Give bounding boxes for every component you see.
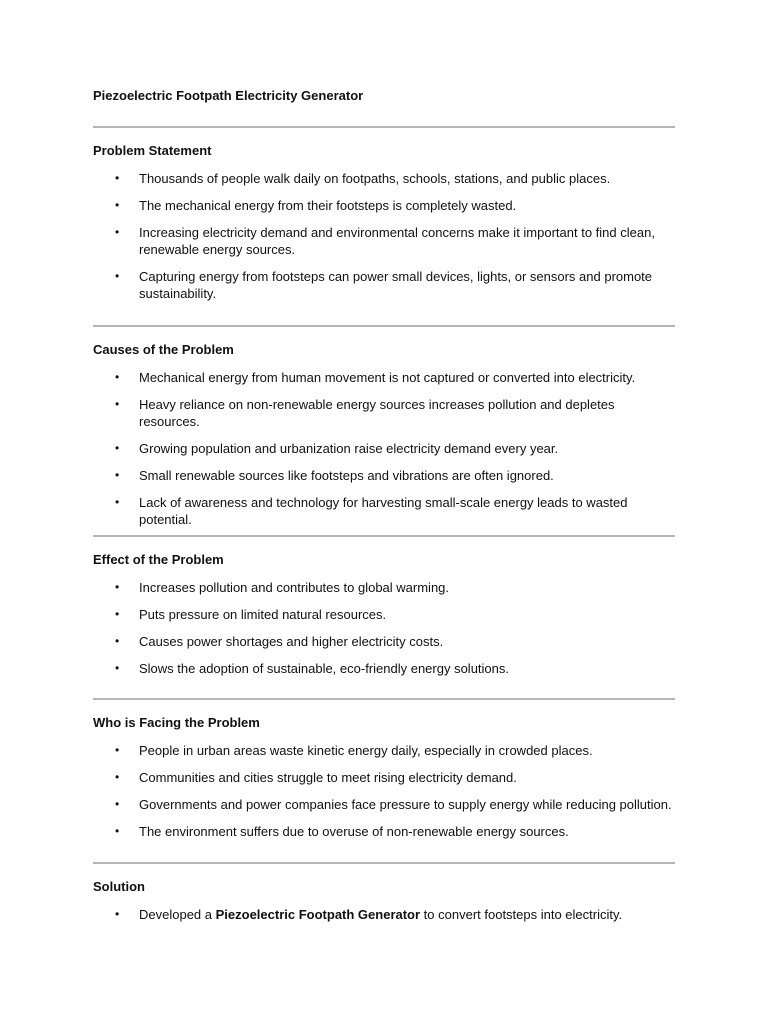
section-heading: Effect of the Problem xyxy=(93,552,224,567)
bullet-icon: • xyxy=(115,370,120,384)
section-problem-statement xyxy=(93,126,675,312)
bullet-icon: • xyxy=(115,269,120,283)
list-item-text: Slows the adoption of sustainable, eco-friendly energy solutions. xyxy=(139,661,509,676)
section-divider xyxy=(93,535,675,537)
solution-text-bold: Piezoelectric Footpath Generator xyxy=(215,907,421,922)
bullet-icon: • xyxy=(115,225,120,239)
list-item-text: Puts pressure on limited natural resources. xyxy=(139,607,387,622)
list-item-text: Growing population and urbanization raise electricity demand every year. xyxy=(139,441,559,456)
section-who-is-facing xyxy=(93,698,675,850)
list-item xyxy=(93,369,675,386)
bullet-icon: • xyxy=(115,661,120,675)
list-item-text: Thousands of people walk daily on footpaths, schools, stations, and public places. xyxy=(139,171,611,186)
list-item xyxy=(93,823,675,840)
section-divider xyxy=(93,325,675,327)
bullet-icon: • xyxy=(115,495,120,509)
list-item-text: Governments and power companies face pressure to supply energy while reducing pollution. xyxy=(139,797,672,812)
list-item xyxy=(93,606,675,623)
document-title: Piezoelectric Footpath Electricity Generator xyxy=(93,88,364,103)
list-item-text: Communities and cities struggle to meet rising electricity demand. xyxy=(139,770,517,785)
section-heading: Who is Facing the Problem xyxy=(93,715,260,730)
solution-text-before: Developed a xyxy=(139,907,216,922)
list-item xyxy=(93,396,675,430)
list-item xyxy=(93,579,675,596)
list-item-text: Increases pollution and contributes to global warming. xyxy=(139,580,450,595)
bullet-icon: • xyxy=(115,634,120,648)
list-item xyxy=(93,796,675,813)
list-item xyxy=(93,742,675,759)
solution-text-after: to convert footsteps into electricity. xyxy=(420,907,623,922)
bullet-list xyxy=(93,906,675,923)
bullet-icon: • xyxy=(115,797,120,811)
list-item xyxy=(93,197,675,214)
list-item-text: Mechanical energy from human movement is not captured or converted into electricity. xyxy=(139,370,636,385)
bullet-icon: • xyxy=(115,907,120,921)
list-item xyxy=(93,170,675,187)
bullet-icon: • xyxy=(115,198,120,212)
bullet-icon: • xyxy=(115,824,120,838)
bullet-list xyxy=(93,170,675,302)
list-item xyxy=(93,268,675,302)
bullet-icon: • xyxy=(115,607,120,621)
list-item-text: Causes power shortages and higher electricity costs. xyxy=(139,634,444,649)
list-item xyxy=(93,494,675,528)
list-item xyxy=(93,660,675,677)
bullet-icon: • xyxy=(115,743,120,757)
bullet-icon: • xyxy=(115,580,120,594)
list-item-text: Increasing electricity demand and environmental concerns make it important to find clean, renewable energy sources. xyxy=(139,225,655,257)
section-effects xyxy=(93,535,675,687)
list-item-text: The mechanical energy from their footsteps is completely wasted. xyxy=(139,198,517,213)
section-heading: Solution xyxy=(93,879,145,894)
bullet-icon: • xyxy=(115,441,120,455)
list-item xyxy=(93,769,675,786)
bullet-icon: • xyxy=(115,468,120,482)
section-causes xyxy=(93,325,675,538)
list-item-text: The environment suffers due to overuse of non-renewable energy sources. xyxy=(139,824,569,839)
bullet-list xyxy=(93,742,675,840)
list-item-text xyxy=(139,906,675,923)
list-item-text: Heavy reliance on non-renewable energy sources increases pollution and depletes resources. xyxy=(139,397,615,429)
section-heading: Causes of the Problem xyxy=(93,342,234,357)
list-item-text: People in urban areas waste kinetic energy daily, especially in crowded places. xyxy=(139,743,593,758)
list-item xyxy=(93,440,675,457)
list-item xyxy=(93,467,675,484)
section-solution xyxy=(93,862,675,933)
section-divider xyxy=(93,126,675,128)
list-item-text: Small renewable sources like footsteps and vibrations are often ignored. xyxy=(139,468,554,483)
list-item-text: Lack of awareness and technology for harvesting small-scale energy leads to wasted potential. xyxy=(139,495,628,527)
bullet-list xyxy=(93,369,675,528)
list-item xyxy=(93,224,675,258)
bullet-icon: • xyxy=(115,770,120,784)
section-heading: Problem Statement xyxy=(93,143,212,158)
bullet-icon: • xyxy=(115,171,120,185)
list-item xyxy=(93,633,675,650)
list-item xyxy=(93,906,675,923)
section-divider xyxy=(93,862,675,864)
bullet-list xyxy=(93,579,675,677)
section-divider xyxy=(93,698,675,700)
list-item-text: Capturing energy from footsteps can power small devices, lights, or sensors and promote sustainability. xyxy=(139,269,653,301)
bullet-icon: • xyxy=(115,397,120,411)
